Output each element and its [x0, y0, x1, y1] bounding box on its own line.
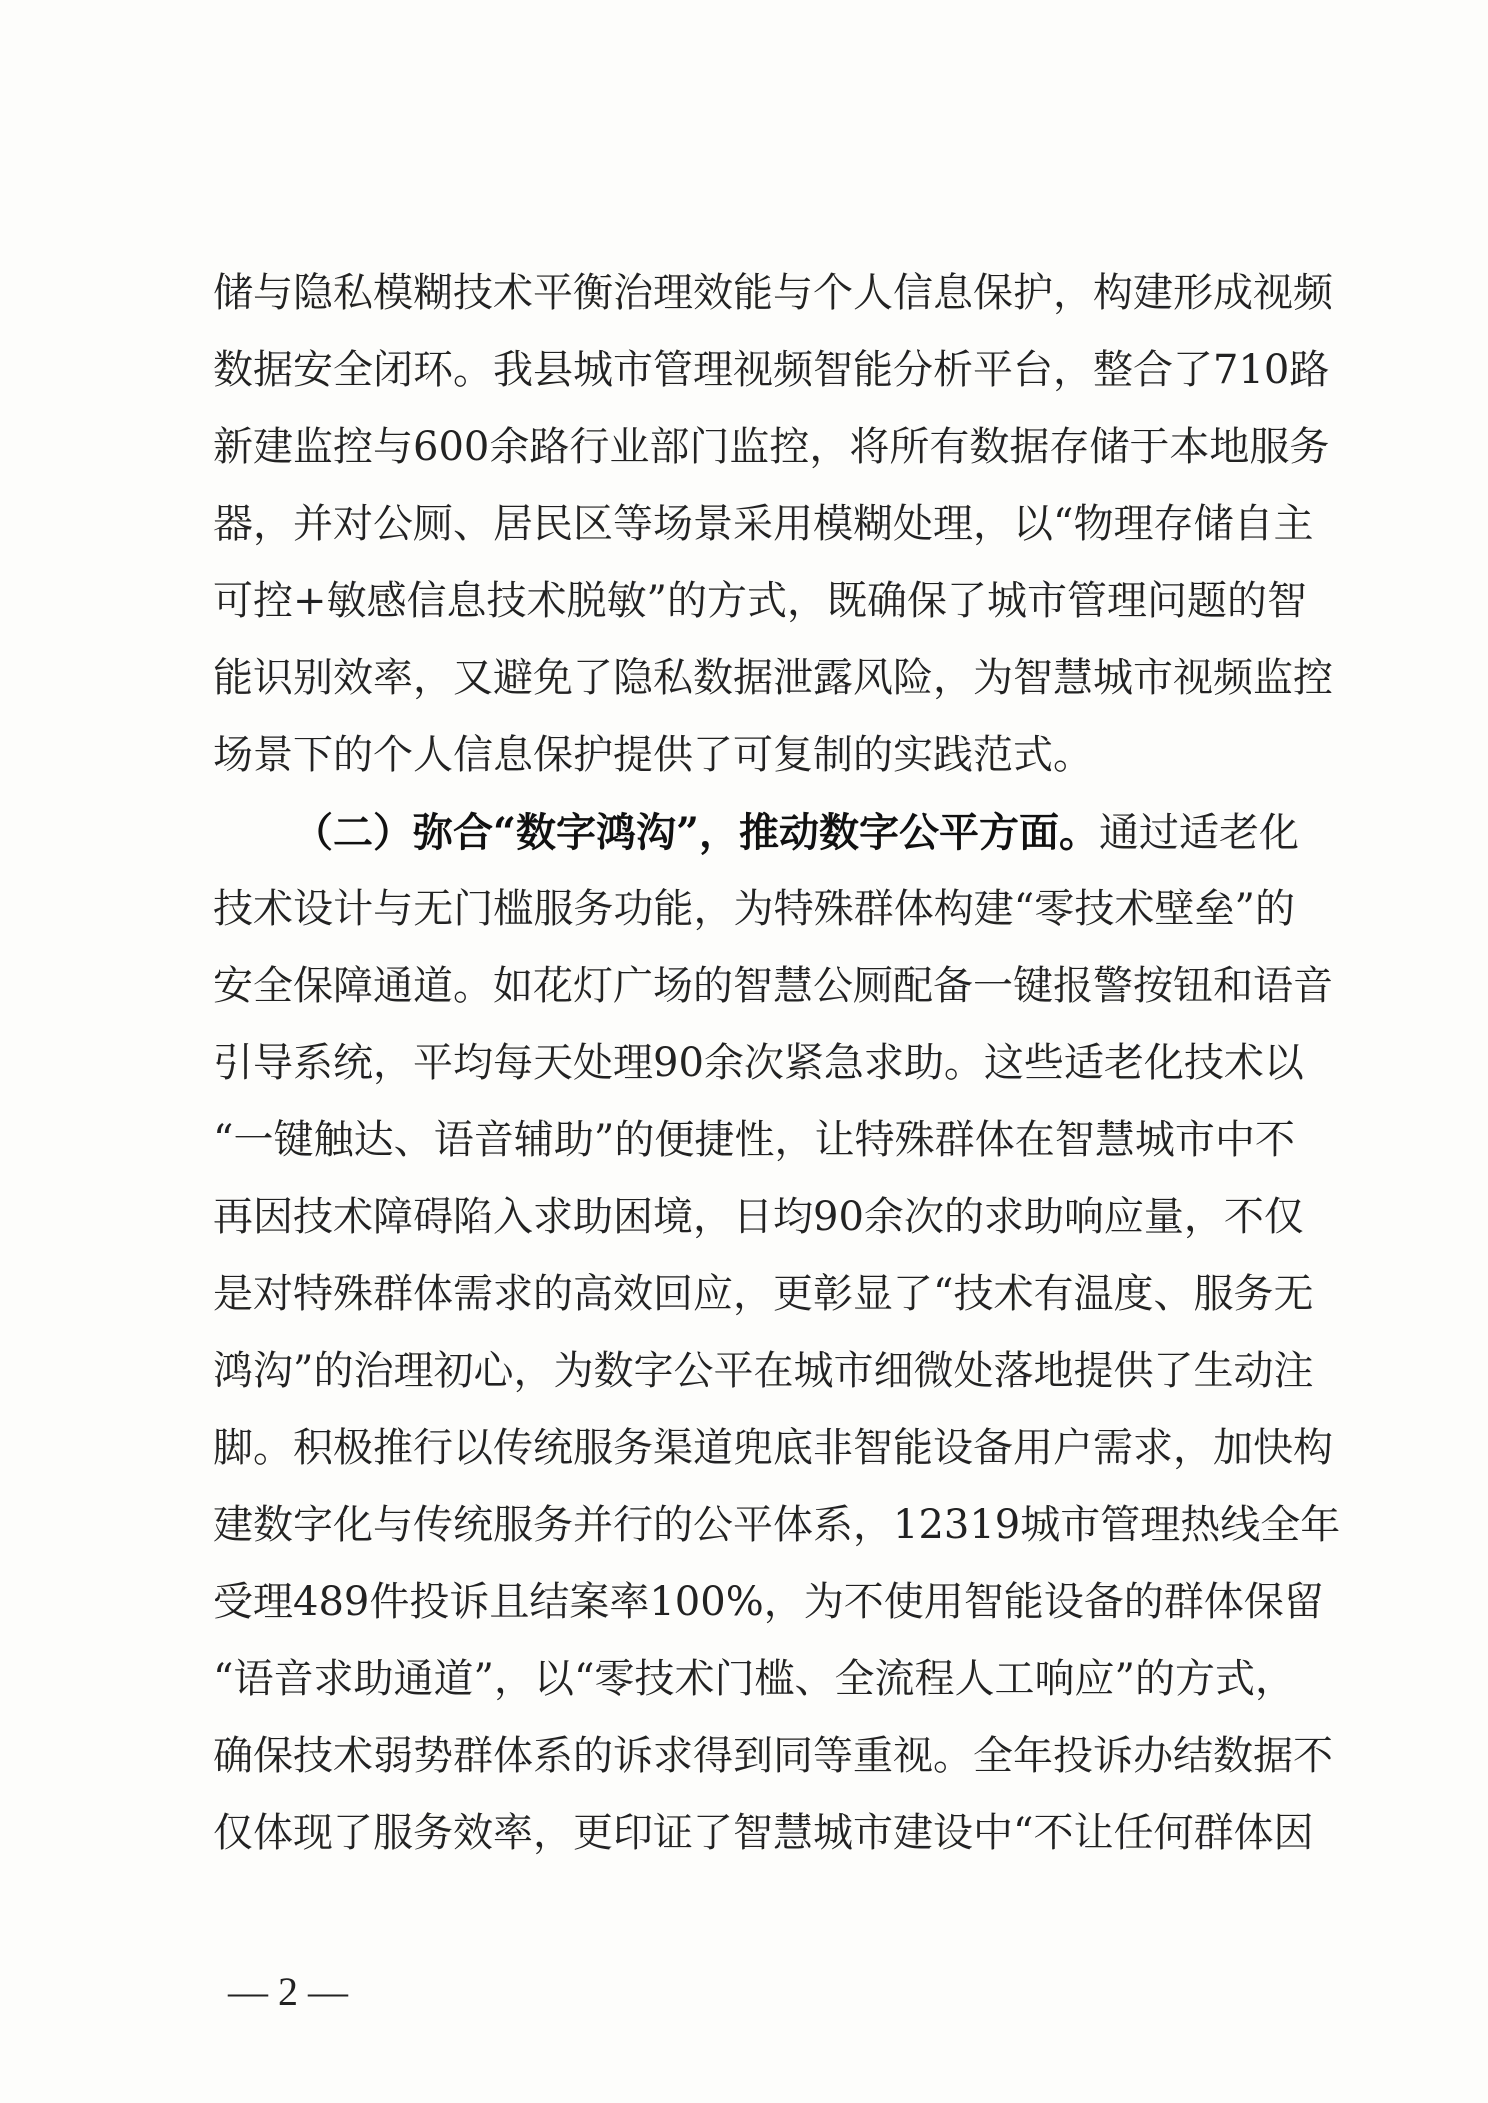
text-line: 场景下的个人信息保护提供了可复制的实践范式。 [213, 732, 1093, 778]
text-line: 再因技术障碍陷入求助困境，日均90余次的求助响应量，不仅 [213, 1194, 1304, 1240]
text-line: 引导系统，平均每天处理90余次紧急求助。这些适老化技术以 [213, 1040, 1304, 1086]
text-line: 是对特殊群体需求的高效回应，更彰显了“技术有温度、服务无 [213, 1271, 1314, 1317]
text-line: 建数字化与传统服务并行的公平体系，12319城市管理热线全年 [213, 1502, 1341, 1548]
text-line: 脚。积极推行以传统服务渠道兜底非智能设备用户需求，加快构 [213, 1425, 1333, 1471]
text-line: 数据安全闭环。我县城市管理视频智能分析平台，整合了710路 [213, 347, 1330, 393]
text-line: 器，并对公厕、居民区等场景采用模糊处理，以“物理存储自主 [213, 501, 1314, 547]
text-line: 鸿沟”的治理初心，为数字公平在城市细微处落地提供了生动注 [213, 1348, 1314, 1394]
paragraph-2 [213, 794, 1341, 1872]
text-line: 仅体现了服务效率，更印证了智慧城市建设中“不让任何群体因 [213, 1810, 1314, 1856]
paragraph-2-first-line [213, 794, 1300, 871]
text-line: “语音求助通道”，以“零技术门槛、全流程人工响应”的方式， [213, 1656, 1295, 1702]
text-run: 通过适老化 [1099, 810, 1300, 856]
text-line: “一键触达、语音辅助”的便捷性，让特殊群体在智慧城市中不 [213, 1117, 1295, 1163]
text-line: 安全保障通道。如花灯广场的智慧公厕配备一键报警按钮和语音 [213, 963, 1333, 1009]
body-text [213, 255, 1341, 1872]
text-line: 可控+敏感信息技术脱敏”的方式，既确保了城市管理问题的智 [213, 578, 1307, 624]
text-line: 储与隐私模糊技术平衡治理效能与个人信息保护，构建形成视频 [213, 270, 1333, 316]
paragraph-1 [213, 255, 1333, 794]
text-line: 受理489件投诉且结案率100%，为不使用智能设备的群体保留 [213, 1579, 1324, 1625]
text-line: 确保技术弱势群体系的诉求得到同等重视。全年投诉办结数据不 [213, 1733, 1333, 1779]
page-number: — 2 — [228, 1969, 348, 2014]
section-heading: （二）弥合“数字鸿沟”，推动数字公平方面。 [293, 809, 1100, 856]
text-line: 新建监控与600余路行业部门监控，将所有数据存储于本地服务 [213, 424, 1330, 470]
text-line: 能识别效率，又避免了隐私数据泄露风险，为智慧城市视频监控 [213, 655, 1333, 701]
text-line: 技术设计与无门槛服务功能，为特殊群体构建“零技术壁垒”的 [213, 886, 1295, 932]
